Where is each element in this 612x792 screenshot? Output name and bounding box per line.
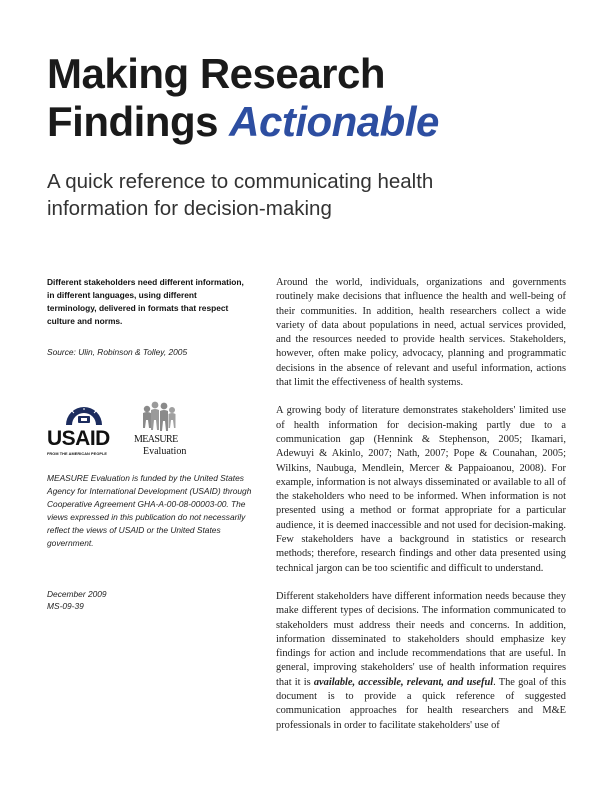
title-line-1: Making Research (47, 50, 385, 97)
logo-group (47, 400, 217, 460)
funding-note: MEASURE Evaluation is funded by the United States Agency for International Development (USAID) through Cooperative Agreement GHA-A-00-08-00003-00. The views expressed in this publication do not necessarily reflect the views of USAID or the United States government. (47, 473, 252, 548)
quote-source: Source: Ulin, Robinson & Tolley, 2005 (47, 347, 188, 357)
title-accent: Actionable (229, 98, 439, 145)
publication-date: December 2009 (47, 589, 107, 599)
title-line-2: Findings (47, 98, 218, 145)
document-number: MS-09-39 (47, 601, 84, 611)
measure-wordmark: MEASURE (134, 434, 178, 445)
body-paragraph-2: A growing body of literature demonstrates stakeholders' limited use of health information for decision-making partly due to a communication gap (Hennink & Stephenson, 2005; Ikamari, Adewuyi & Akinlo, 2007; Nath, 2007; Pope & Counahan, 2005; Wilkins, Naubuga, Mendlein, Mercer & Pappaioanou, 2008). For example, information is not always disseminated or available to all of the stakeholders who need to be informed. When information is not presented using a method or format appropriate for a particular audience, it is deemed inaccessible and not used for decision-making. Few stakeholders have a background in statistics or research methods; therefore, research findings and other data presented using technical jargon can be too scientific and difficult to understand. (276, 405, 566, 574)
body-paragraph-3 (276, 590, 566, 733)
key-qualities-emphasis: available, accessible, relevant, and useful (313, 676, 494, 688)
measure-wordmark-evaluation: Evaluation (143, 446, 187, 457)
usaid-wordmark: USAID (47, 427, 110, 450)
paragraph-3-text-end: . The goal of this document is to provide a quick reference of suggested communication approaches for health researchers and M&E professionals in order to facilitate stakeholders' use of (276, 676, 567, 731)
measure-evaluation-logo (133, 400, 213, 460)
pull-quote: Different stakeholders need different information, in different languages, using different terminology, delivered in formats that respect culture and norms. (47, 277, 244, 326)
paragraph-3-text-start: Different stakeholders have different information needs because they make different types of decisions. The information communicated to stakeholders must address their needs and concerns. In addition, information disseminated to stakeholders should emphasize key findings for action and include recommendations that are useful. In general, improving stakeholders' use of health information requires that it is (276, 590, 566, 688)
body-text (276, 276, 566, 747)
page-subtitle: A quick reference to communicating health information for decision-making (47, 170, 434, 220)
page-title (47, 50, 439, 146)
people-figures-icon (139, 400, 179, 434)
body-paragraph-1: Around the world, individuals, organizations and governments routinely make decisions that influence the health and well-being of their communities. In addition, health researchers collect a wide variety of data about populations in need, actual services provided, and the resources needed to provide health services. Stakeholders, however, often make policy, advocacy, planning and programmatic decisions in the absence of relevant and useful information, actions that limit the effectiveness of health systems. (276, 277, 566, 389)
usaid-tagline: FROM THE AMERICAN PEOPLE (47, 452, 108, 456)
usaid-logo (47, 400, 127, 460)
